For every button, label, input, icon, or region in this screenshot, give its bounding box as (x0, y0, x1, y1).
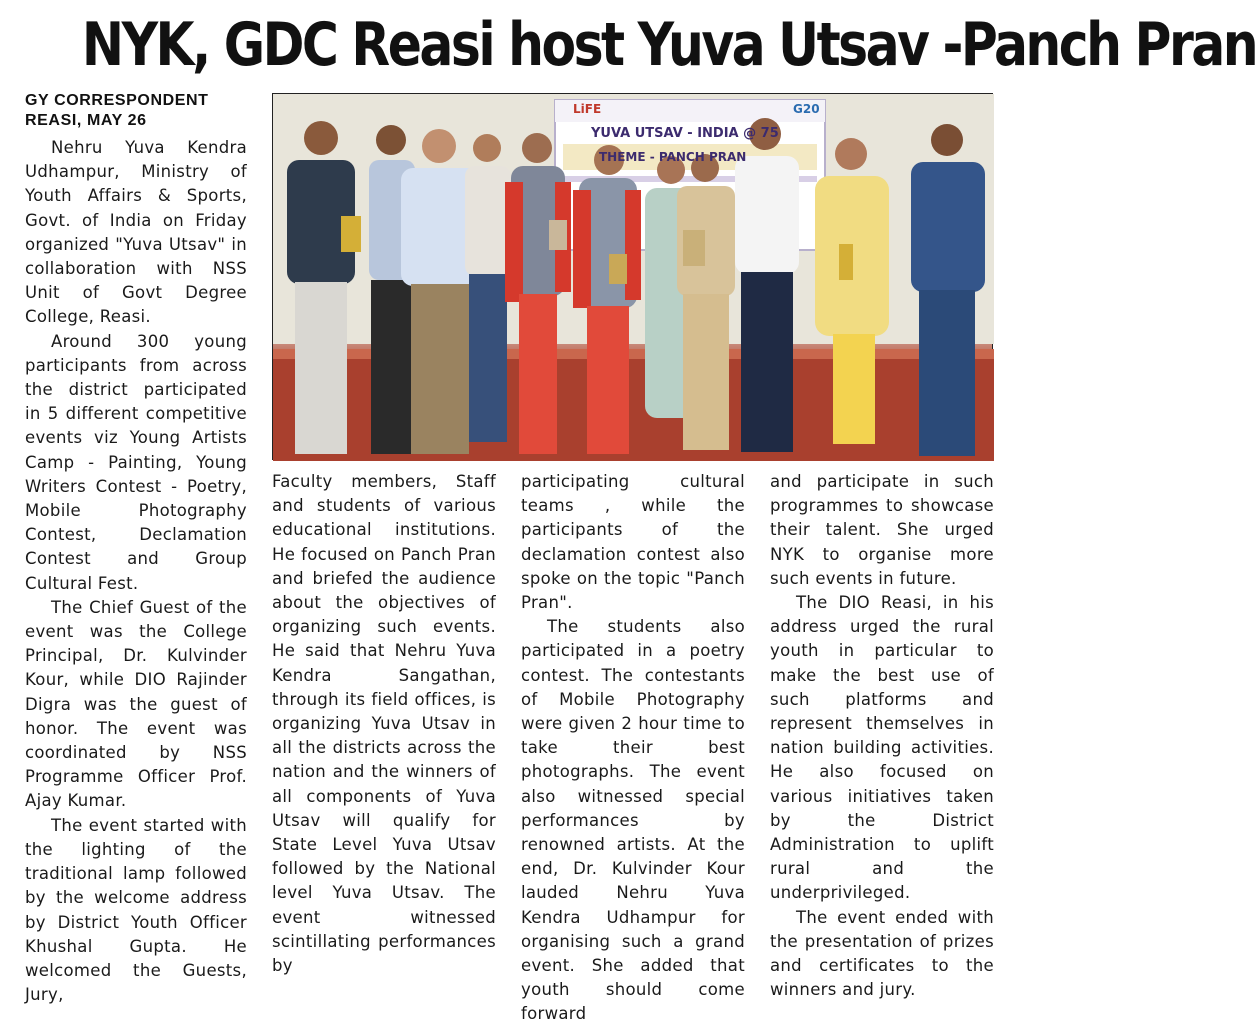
paragraph: The Chief Guest of the event was the College Principal, Dr. Kulvinder Kour, while DIO Rajinder Digra was the guest of honor. The event was coordinated by NSS Programme Officer Prof. Ajay Kumar. (25, 597, 247, 811)
article-column-1 (25, 136, 247, 1007)
paragraph: The students also participated in a poetry contest. The contestants of Mobile Photography were given 2 hour time to take their best photographs. The event also witnessed special performances by renowned artists. At the end, Dr. Kulvinder Kour lauded Nehru Yuva Kendra Udhampur for organising such a grand event. She added that youth should come forward (521, 617, 745, 1024)
banner-theme: THEME - PANCH PRAN (599, 150, 747, 164)
byline-correspondent: GY CORRESPONDENT (25, 92, 209, 109)
byline (25, 91, 265, 131)
logo-g20: G20 (793, 102, 820, 116)
paragraph: Around 300 young participants from across the district participated in 5 different competitive events viz Young Artists Camp - Painting, Young Writers Contest - Poetry, Mobile Photography Contest, Declamation Contest and Group Cultural Fest. (25, 331, 247, 593)
banner-title: YUVA UTSAV - INDIA @ 75 (591, 126, 779, 141)
paragraph: The event ended with the presentation of prizes and certificates to the winners and jury. (770, 907, 994, 1000)
event-photo (272, 93, 993, 460)
headline: NYK, GDC Reasi host Yuva Utsav -Panch Pran (81, 10, 1256, 80)
paragraph: The DIO Reasi, in his address urged the rural youth in particular to make the best use of such platforms and represent themselves in nation building activities. He also focused on various initiatives taken by the District Administration to uplift rural and the underprivileged. (770, 593, 994, 903)
paragraph: The event started with the lighting of the traditional lamp followed by the welcome address by District Youth Officer Khushal Gupta. He welcomed the Guests, Jury, (25, 815, 247, 1005)
article-column-2 (272, 470, 496, 978)
paragraph: Faculty members, Staff and students of various educational institutions. He focused on Panch Pran and briefed the audience about the objectives of organizing such events. He said that Nehru Yuva Kendra Sangathan, through its field offices, is organizing Yuva Utsav in all the districts across the nation and the winners of all components of Yuva Utsav will qualify for State Level Yuva Utsav followed by the National level Yuva Utsav. The event witnessed scintillating performances by (272, 472, 496, 976)
article-column-3 (521, 470, 745, 1027)
paragraph: and participate in such programmes to showcase their talent. She urged NYK to organise more such events in future. (770, 472, 994, 588)
byline-dateline: REASI, MAY 26 (25, 112, 147, 129)
trophy (341, 216, 361, 252)
logo-life: LiFE (573, 102, 602, 116)
paragraph: participating cultural teams , while the participants of the declamation contest also spoke on the topic "Panch Pran". (521, 472, 745, 613)
paragraph: Nehru Yuva Kendra Udhampur, Ministry of Youth Affairs & Sports, Govt. of India on Friday organized "Yuva Utsav" in collaboration with NSS Unit of Govt Degree College, Reasi. (25, 138, 247, 327)
article-column-4 (770, 470, 994, 1002)
